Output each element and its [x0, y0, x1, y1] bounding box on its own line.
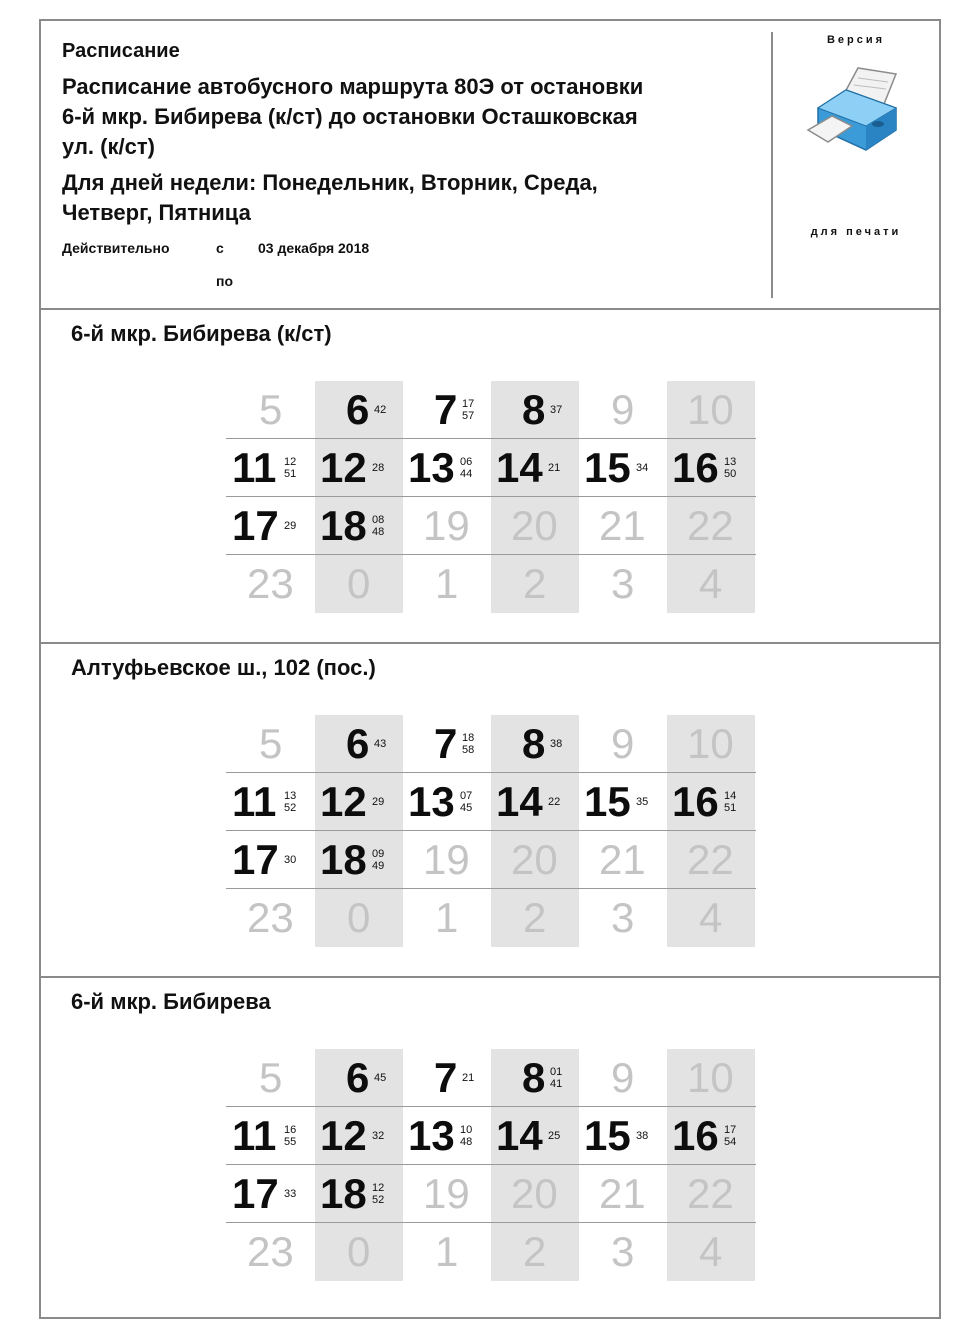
- hour-cell: [315, 889, 403, 947]
- hour-label: 12: [320, 778, 367, 825]
- hour-cell: [227, 1107, 315, 1165]
- hour-label: 15: [584, 1112, 631, 1159]
- hour-label: 19: [423, 502, 470, 549]
- hour-label: 23: [247, 560, 294, 607]
- departure-minute: 48: [460, 1136, 473, 1148]
- departure-minute: 18: [462, 732, 475, 744]
- hour-cell: [667, 497, 755, 555]
- hour-label: 15: [584, 778, 631, 825]
- timetable-grid: [226, 1049, 756, 1281]
- hour-cell: [227, 497, 315, 555]
- hour-label: 16: [672, 1112, 719, 1159]
- hour-cell: [491, 715, 579, 773]
- hour-cell: [227, 1223, 315, 1281]
- hour-cell: [579, 381, 667, 439]
- minutes-list: [284, 1169, 296, 1219]
- hour-cell: [667, 555, 755, 613]
- hour-cell: [315, 1223, 403, 1281]
- hour-label: 8: [522, 720, 546, 767]
- minutes-list: [374, 719, 386, 769]
- departure-minute: 37: [550, 404, 563, 416]
- hour-label: 6: [346, 386, 370, 433]
- header-label: Расписание: [62, 40, 180, 62]
- hour-cell: [491, 889, 579, 947]
- route-title: [62, 72, 762, 162]
- departure-minute: 34: [636, 462, 649, 474]
- hour-cell: [227, 439, 315, 497]
- departure-minute: 29: [284, 520, 297, 532]
- hour-cell: [315, 715, 403, 773]
- hour-label: 4: [699, 560, 723, 607]
- hour-cell: [227, 889, 315, 947]
- route-title-line: Расписание автобусного маршрута 80Э от остановки: [62, 74, 644, 99]
- departure-minute: 58: [462, 744, 475, 756]
- minutes-list: [636, 443, 648, 493]
- hour-cell: [403, 1165, 491, 1223]
- valid-label: Действительно: [62, 240, 170, 256]
- departure-minute: 43: [374, 738, 387, 750]
- hour-cell: [491, 1223, 579, 1281]
- hour-cell: [491, 439, 579, 497]
- departure-minute: 25: [548, 1130, 561, 1142]
- minutes-list: [372, 835, 384, 885]
- departure-minute: 10: [460, 1124, 473, 1136]
- departure-minute: 33: [284, 1188, 297, 1200]
- hour-label: 11: [232, 778, 277, 825]
- hour-label: 6: [346, 1054, 370, 1101]
- departure-minute: 14: [724, 790, 737, 802]
- departure-minute: 01: [550, 1066, 563, 1078]
- weekdays-line: Четверг, Пятница: [62, 200, 251, 225]
- hour-label: 14: [496, 1112, 543, 1159]
- hour-cell: [315, 555, 403, 613]
- hour-label: 10: [687, 720, 734, 767]
- hour-cell: [403, 1107, 491, 1165]
- hour-label: 9: [611, 386, 635, 433]
- hour-cell: [579, 439, 667, 497]
- hour-label: 21: [599, 836, 646, 883]
- hour-label: 7: [434, 386, 458, 433]
- hour-label: 1: [435, 894, 459, 941]
- hour-label: 18: [320, 502, 367, 549]
- hour-label: 5: [259, 1054, 283, 1101]
- hour-cell: [667, 1165, 755, 1223]
- departure-minute: 22: [548, 796, 561, 808]
- departure-minute: 45: [460, 802, 473, 814]
- hour-label: 6: [346, 720, 370, 767]
- hour-label: 17: [232, 502, 279, 549]
- departure-minute: 48: [372, 526, 385, 538]
- hour-cell: [491, 497, 579, 555]
- hour-label: 5: [259, 386, 283, 433]
- hour-cell: [403, 831, 491, 889]
- hour-cell: [403, 381, 491, 439]
- hour-label: 10: [687, 1054, 734, 1101]
- hour-label: 9: [611, 1054, 635, 1101]
- hour-cell: [491, 1107, 579, 1165]
- departure-minute: 09: [372, 848, 385, 860]
- departure-minute: 08: [372, 514, 385, 526]
- hour-label: 21: [599, 502, 646, 549]
- departure-minute: 49: [372, 860, 385, 872]
- hour-cell: [579, 497, 667, 555]
- hour-label: 20: [511, 836, 558, 883]
- timetable-grid: [226, 715, 756, 947]
- hour-cell: [315, 831, 403, 889]
- hour-cell: [579, 889, 667, 947]
- hour-cell: [403, 715, 491, 773]
- hour-label: 12: [320, 1112, 367, 1159]
- valid-to-label: по: [216, 273, 234, 289]
- hour-cell: [315, 381, 403, 439]
- hour-label: 22: [687, 1170, 734, 1217]
- minutes-list: [460, 1111, 472, 1161]
- hour-label: 1: [435, 1228, 459, 1275]
- hour-cell: [315, 1107, 403, 1165]
- departure-minute: 52: [372, 1194, 385, 1206]
- departure-minute: 54: [724, 1136, 737, 1148]
- hour-cell: [667, 439, 755, 497]
- hour-label: 18: [320, 1170, 367, 1217]
- hour-cell: [315, 1165, 403, 1223]
- minutes-list: [548, 1111, 560, 1161]
- departure-minute: 13: [724, 456, 737, 468]
- minutes-list: [372, 777, 384, 827]
- minutes-list: [284, 501, 296, 551]
- hour-cell: [579, 773, 667, 831]
- print-version-link-top[interactable]: Версия: [826, 34, 886, 46]
- hour-cell: [315, 773, 403, 831]
- hour-cell: [403, 773, 491, 831]
- hour-cell: [491, 381, 579, 439]
- hour-label: 2: [523, 894, 547, 941]
- hour-label: 8: [522, 1054, 546, 1101]
- valid-from-date: 03 декабря 2018: [258, 240, 370, 256]
- departure-minute: 51: [724, 802, 737, 814]
- hour-cell: [227, 831, 315, 889]
- hour-label: 20: [511, 502, 558, 549]
- departure-minute: 28: [372, 462, 385, 474]
- weekdays-line: Для дней недели: Понедельник, Вторник, Среда,: [62, 170, 598, 195]
- departure-minute: 17: [724, 1124, 737, 1136]
- stop-title: 6-й мкр. Бибирева: [71, 989, 271, 1014]
- hour-cell: [667, 889, 755, 947]
- section-divider: [39, 642, 941, 644]
- hour-label: 11: [232, 444, 277, 491]
- minutes-list: [374, 1053, 386, 1103]
- hour-cell: [491, 1165, 579, 1223]
- hour-label: 15: [584, 444, 631, 491]
- departure-minute: 30: [284, 854, 297, 866]
- hour-cell: [403, 1223, 491, 1281]
- hour-cell: [667, 381, 755, 439]
- minutes-list: [724, 777, 736, 827]
- hour-label: 3: [611, 560, 635, 607]
- printer-icon[interactable]: [806, 64, 906, 154]
- hour-label: 4: [699, 894, 723, 941]
- hour-cell: [667, 1223, 755, 1281]
- departure-minute: 29: [372, 796, 385, 808]
- departure-minute: 17: [462, 398, 475, 410]
- hour-cell: [667, 773, 755, 831]
- minutes-list: [372, 443, 384, 493]
- hour-label: 22: [687, 836, 734, 883]
- minutes-list: [372, 1169, 384, 1219]
- hour-cell: [667, 1107, 755, 1165]
- minutes-list: [372, 1111, 384, 1161]
- minutes-list: [636, 777, 648, 827]
- minutes-list: [284, 443, 296, 493]
- departure-minute: 06: [460, 456, 473, 468]
- hour-cell: [667, 831, 755, 889]
- hour-label: 3: [611, 1228, 635, 1275]
- minutes-list: [724, 443, 736, 493]
- departure-minute: 12: [284, 456, 297, 468]
- departure-minute: 16: [284, 1124, 297, 1136]
- minutes-list: [462, 1053, 474, 1103]
- minutes-list: [460, 777, 472, 827]
- hour-label: 17: [232, 1170, 279, 1217]
- hour-label: 17: [232, 836, 279, 883]
- minutes-list: [284, 777, 296, 827]
- hour-label: 0: [347, 1228, 371, 1275]
- hour-cell: [491, 555, 579, 613]
- stop-title: Алтуфьевское ш., 102 (пос.): [71, 655, 376, 680]
- hour-cell: [491, 831, 579, 889]
- hour-label: 7: [434, 720, 458, 767]
- hour-cell: [579, 555, 667, 613]
- hour-cell: [667, 1049, 755, 1107]
- hour-cell: [315, 1049, 403, 1107]
- departure-minute: 51: [284, 468, 297, 480]
- hour-label: 19: [423, 836, 470, 883]
- hour-cell: [227, 555, 315, 613]
- hour-label: 23: [247, 894, 294, 941]
- minutes-list: [284, 835, 296, 885]
- hour-label: 18: [320, 836, 367, 883]
- hour-cell: [579, 1049, 667, 1107]
- stop-title: 6-й мкр. Бибирева (к/ст): [71, 321, 332, 346]
- departure-minute: 42: [374, 404, 387, 416]
- hour-label: 20: [511, 1170, 558, 1217]
- minutes-list: [372, 501, 384, 551]
- departure-minute: 45: [374, 1072, 387, 1084]
- departure-minute: 21: [548, 462, 561, 474]
- route-title-line: ул. (к/ст): [62, 134, 155, 159]
- route-title-line: 6-й мкр. Бибирева (к/ст) до остановки Осташковская: [62, 104, 638, 129]
- minutes-list: [724, 1111, 736, 1161]
- hour-label: 4: [699, 1228, 723, 1275]
- hour-label: 16: [672, 444, 719, 491]
- section-divider: [39, 976, 941, 978]
- departure-minute: 35: [636, 796, 649, 808]
- hour-label: 12: [320, 444, 367, 491]
- departure-minute: 12: [372, 1182, 385, 1194]
- minutes-list: [550, 1053, 562, 1103]
- hour-cell: [315, 439, 403, 497]
- hour-label: 13: [408, 778, 455, 825]
- minutes-list: [284, 1111, 296, 1161]
- minutes-list: [548, 777, 560, 827]
- minutes-list: [462, 719, 474, 769]
- minutes-list: [460, 443, 472, 493]
- minutes-list: [462, 385, 474, 435]
- hour-cell: [667, 715, 755, 773]
- hour-cell: [579, 1223, 667, 1281]
- hour-label: 5: [259, 720, 283, 767]
- hour-cell: [579, 1165, 667, 1223]
- hour-cell: [403, 497, 491, 555]
- timetable-grid: [226, 381, 756, 613]
- departure-minute: 13: [284, 790, 297, 802]
- hour-label: 11: [232, 1112, 277, 1159]
- hour-label: 14: [496, 778, 543, 825]
- departure-minute: 41: [550, 1078, 563, 1090]
- hour-cell: [403, 439, 491, 497]
- hour-cell: [227, 1049, 315, 1107]
- hour-label: 0: [347, 894, 371, 941]
- header-divider: [771, 32, 773, 298]
- hour-label: 2: [523, 560, 547, 607]
- minutes-list: [636, 1111, 648, 1161]
- hour-cell: [403, 555, 491, 613]
- hour-label: 1: [435, 560, 459, 607]
- departure-minute: 55: [284, 1136, 297, 1148]
- hour-label: 3: [611, 894, 635, 941]
- hour-label: 0: [347, 560, 371, 607]
- departure-minute: 44: [460, 468, 473, 480]
- hour-cell: [403, 1049, 491, 1107]
- hour-label: 2: [523, 1228, 547, 1275]
- hour-label: 22: [687, 502, 734, 549]
- hour-cell: [579, 1107, 667, 1165]
- hour-label: 8: [522, 386, 546, 433]
- departure-minute: 38: [636, 1130, 649, 1142]
- hour-label: 7: [434, 1054, 458, 1101]
- minutes-list: [550, 719, 562, 769]
- departure-minute: 32: [372, 1130, 385, 1142]
- valid-from-label: с: [216, 240, 224, 256]
- print-version-link-bottom[interactable]: для печати: [810, 226, 902, 238]
- hour-label: 14: [496, 444, 543, 491]
- hour-label: 10: [687, 386, 734, 433]
- hour-cell: [491, 1049, 579, 1107]
- hour-cell: [227, 1165, 315, 1223]
- minutes-list: [374, 385, 386, 435]
- hour-cell: [227, 715, 315, 773]
- hour-cell: [315, 497, 403, 555]
- hour-label: 13: [408, 444, 455, 491]
- hour-label: 21: [599, 1170, 646, 1217]
- hour-cell: [579, 831, 667, 889]
- hour-cell: [491, 773, 579, 831]
- hour-label: 9: [611, 720, 635, 767]
- departure-minute: 50: [724, 468, 737, 480]
- hour-label: 19: [423, 1170, 470, 1217]
- minutes-list: [550, 385, 562, 435]
- hour-cell: [227, 381, 315, 439]
- hour-cell: [579, 715, 667, 773]
- weekdays-title: [62, 168, 762, 228]
- departure-minute: 57: [462, 410, 475, 422]
- departure-minute: 07: [460, 790, 473, 802]
- hour-cell: [227, 773, 315, 831]
- departure-minute: 38: [550, 738, 563, 750]
- minutes-list: [548, 443, 560, 493]
- departure-minute: 21: [462, 1072, 475, 1084]
- hour-cell: [403, 889, 491, 947]
- hour-label: 16: [672, 778, 719, 825]
- hour-label: 23: [247, 1228, 294, 1275]
- departure-minute: 52: [284, 802, 297, 814]
- hour-label: 13: [408, 1112, 455, 1159]
